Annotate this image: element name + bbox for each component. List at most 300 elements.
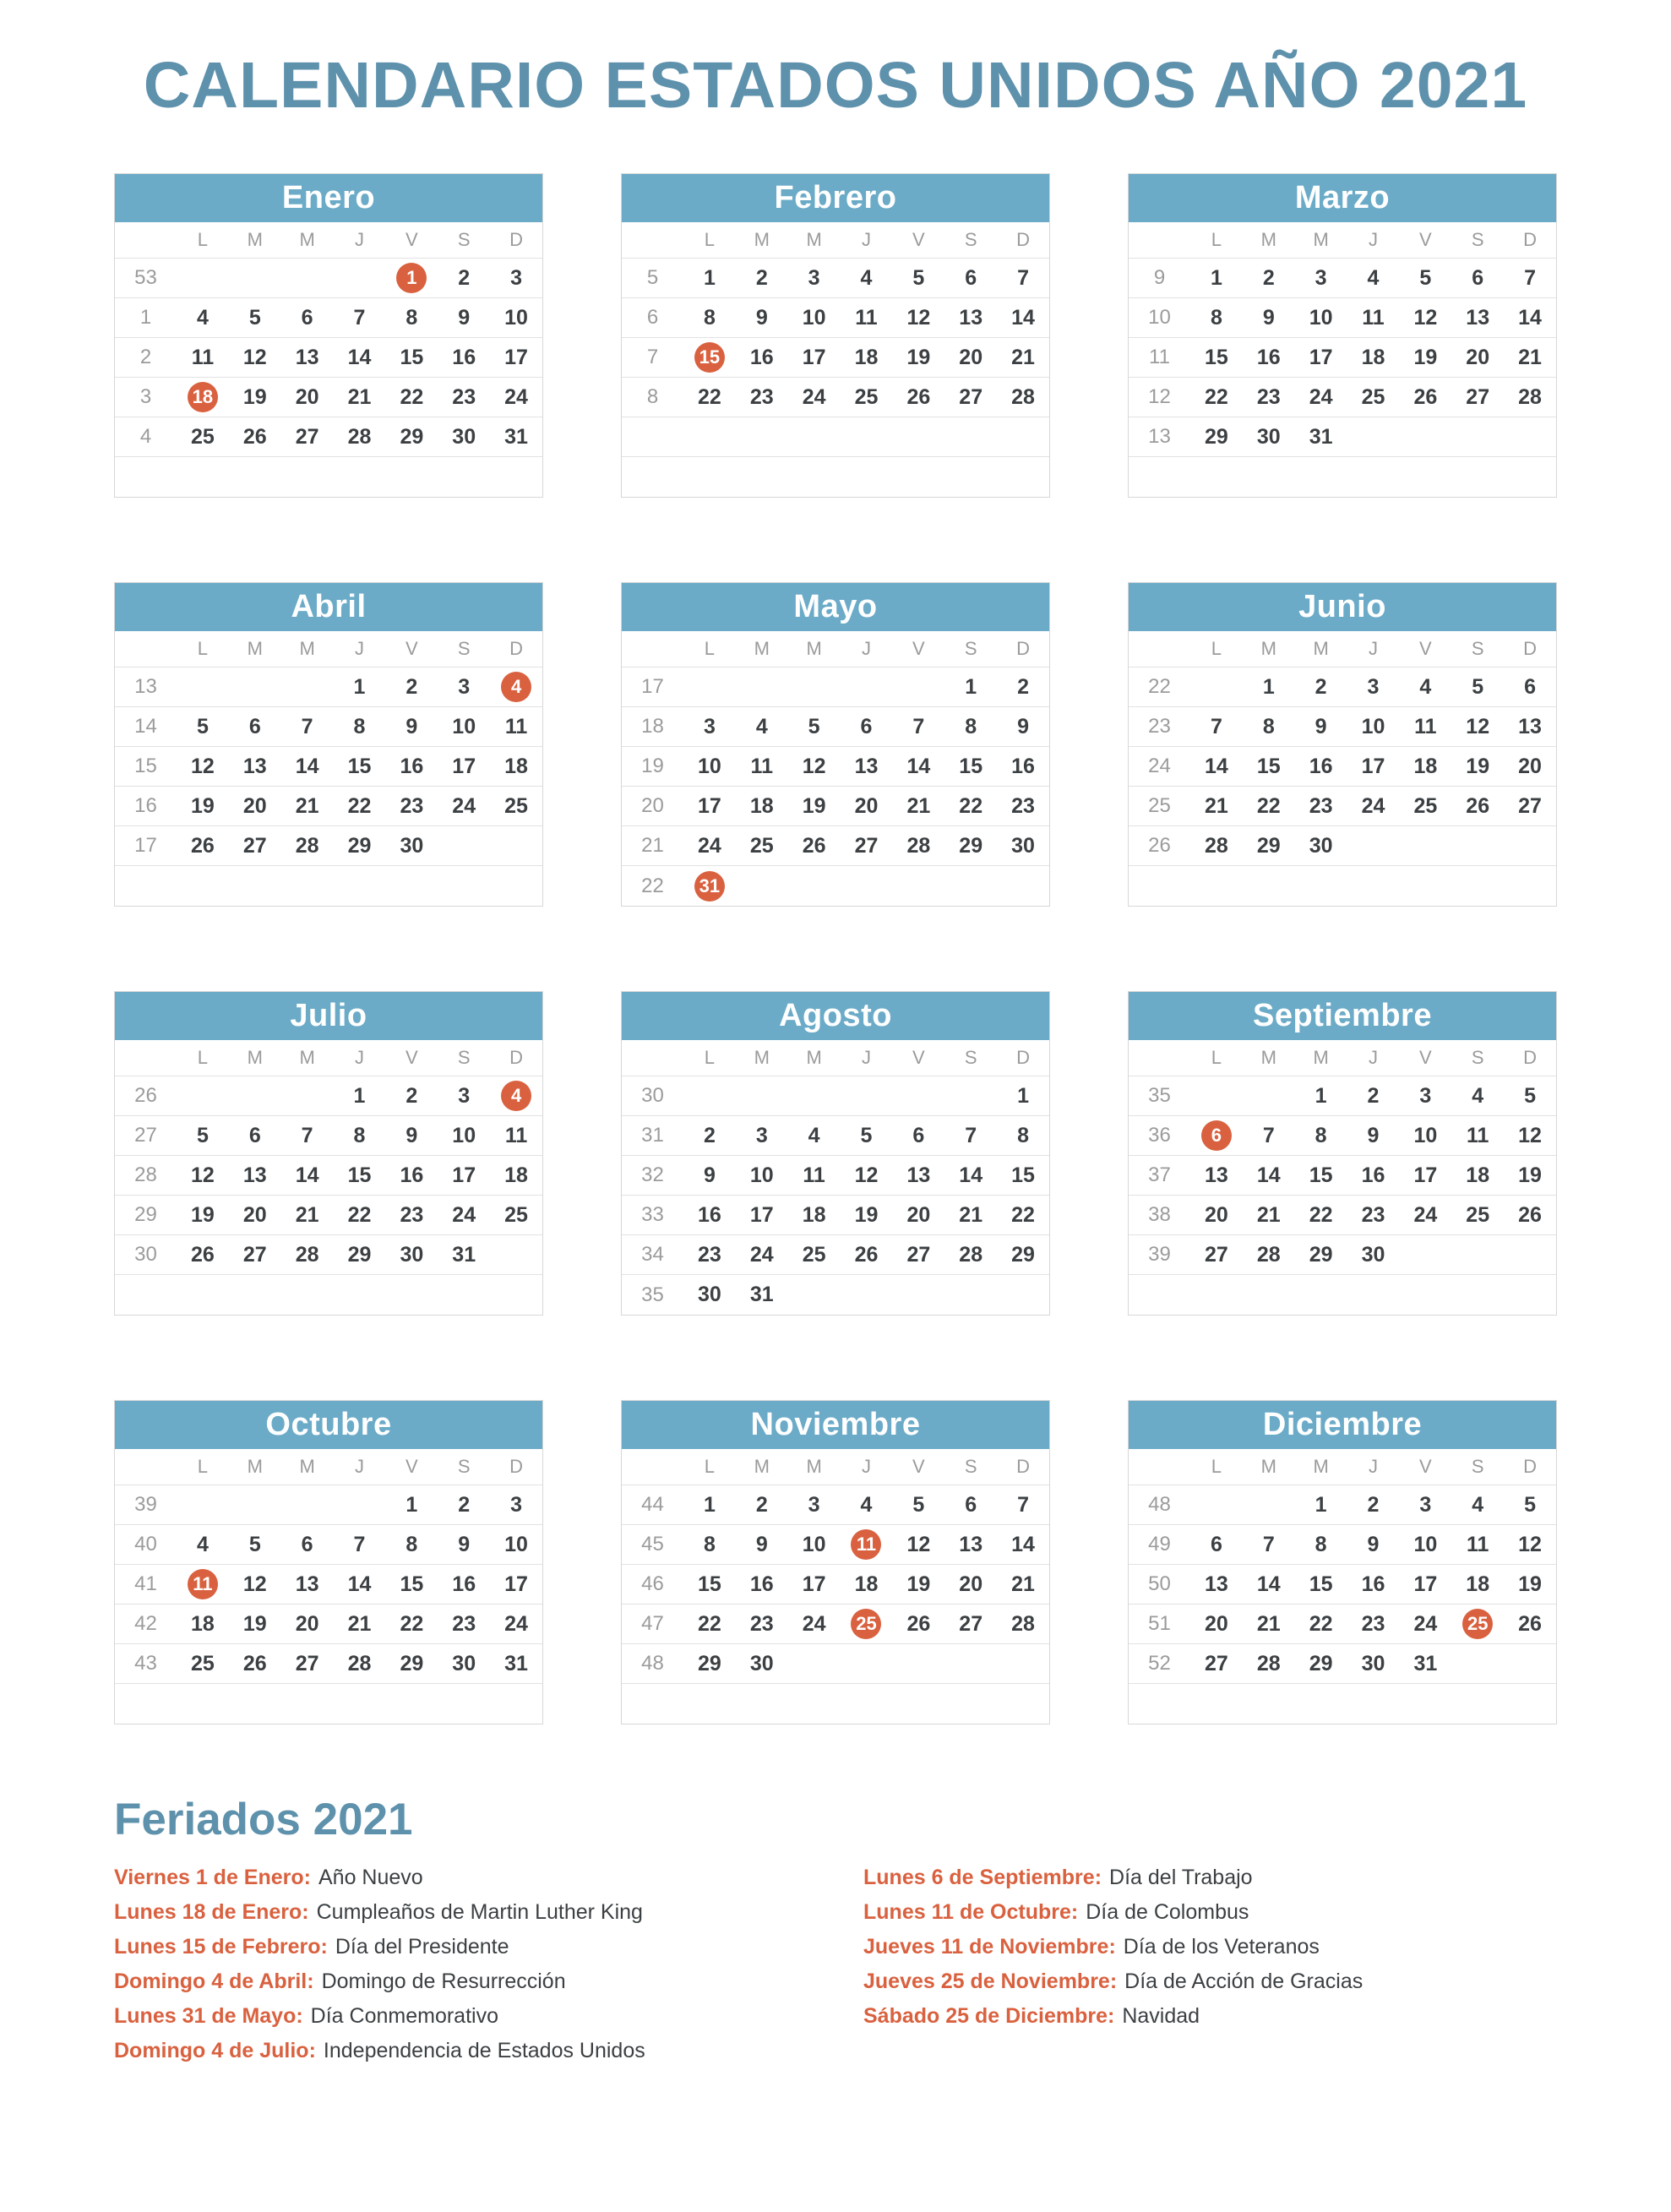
day-cell: 11: [1362, 305, 1385, 330]
holiday-date-circle: 25: [851, 1609, 881, 1639]
day-cell: 11: [750, 754, 773, 778]
week-row: [115, 457, 542, 497]
day-of-week-label: L: [197, 1047, 209, 1068]
week-row: [622, 1485, 1049, 1525]
day-of-week-label: V: [1419, 1456, 1432, 1477]
day-cell: 17: [749, 1202, 774, 1227]
day-cell: 19: [802, 793, 826, 818]
day-of-week-row: [1129, 631, 1556, 667]
day-of-week-label: V: [1419, 638, 1432, 659]
day-cell: [229, 1684, 281, 1724]
day-cell: [1399, 1235, 1451, 1274]
day-cell: [1451, 1605, 1504, 1643]
day-of-week-label: V: [1419, 229, 1432, 250]
week-row: [622, 707, 1049, 747]
week-number-cell: 29: [134, 1203, 157, 1226]
day-cell: 30: [452, 424, 476, 449]
day-cell: [892, 667, 944, 706]
day-cell: 29: [1011, 1242, 1035, 1267]
holiday-text: Día de los Veteranos: [1123, 1935, 1320, 1959]
day-cell: 14: [1256, 1163, 1281, 1187]
month-title: Abril: [291, 589, 367, 624]
day-cell: 17: [1361, 754, 1385, 778]
day-of-week-label: M: [806, 1456, 822, 1477]
holiday-item: [114, 1895, 863, 1930]
week-number-cell: 1: [139, 306, 152, 329]
day-cell: 12: [242, 1572, 267, 1596]
day-cell: 29: [1309, 1651, 1333, 1675]
day-of-week-label: S: [1471, 1047, 1484, 1068]
week-row: [622, 259, 1049, 298]
day-cell: [1451, 1684, 1504, 1724]
day-cell: [490, 1684, 542, 1724]
day-cell: [334, 259, 386, 297]
month-header: [622, 583, 1049, 631]
day-cell: 29: [1205, 424, 1228, 449]
month-calendar: [621, 173, 1050, 498]
day-cell: [841, 1644, 893, 1683]
day-cell: 21: [906, 793, 931, 818]
day-cell: 9: [1262, 305, 1275, 330]
day-cell: 9: [458, 305, 471, 330]
day-cell: 26: [906, 1611, 931, 1636]
day-cell: [892, 866, 944, 906]
day-cell: 2: [1314, 674, 1327, 699]
day-cell: 8: [703, 305, 716, 330]
day-cell: 22: [400, 1611, 424, 1636]
day-cell: 18: [1361, 345, 1385, 369]
day-of-week-label: D: [1016, 1456, 1031, 1477]
day-cell: 18: [1466, 1572, 1490, 1596]
month-header: [622, 1401, 1049, 1449]
week-number-cell: [115, 1275, 177, 1315]
day-cell: [1190, 457, 1243, 497]
day-cell: 14: [1256, 1572, 1281, 1596]
day-cell: 26: [1466, 793, 1490, 818]
week-number-cell: 36: [1148, 1124, 1171, 1147]
day-cell: 24: [504, 384, 528, 409]
day-of-week-label: S: [457, 1047, 471, 1068]
day-cell: [1451, 417, 1504, 456]
day-cell: 28: [347, 1651, 372, 1675]
week-number-cell: 40: [134, 1533, 157, 1555]
day-cell: 25: [1466, 1202, 1490, 1227]
day-cell: 5: [248, 1532, 261, 1556]
day-cell: [438, 866, 490, 906]
day-cell: 27: [295, 424, 319, 449]
day-cell: 17: [504, 345, 528, 369]
day-cell: 27: [1466, 384, 1490, 409]
day-cell: [1295, 1684, 1347, 1724]
day-cell: [892, 1684, 944, 1724]
day-cell: 28: [1256, 1242, 1281, 1267]
day-cell: 4: [196, 305, 209, 330]
day-cell: 28: [347, 424, 372, 449]
week-number-cell: 30: [641, 1084, 664, 1107]
day-cell: 7: [1262, 1532, 1275, 1556]
day-cell: [1504, 1644, 1556, 1683]
holiday-label: Lunes 6 de Septiembre:: [863, 1866, 1102, 1889]
day-cell: 6: [965, 265, 977, 290]
week-row: [622, 787, 1049, 826]
day-cell: 3: [1314, 265, 1327, 290]
week-row: [1129, 1684, 1556, 1724]
week-number-cell: 37: [1148, 1163, 1171, 1186]
day-cell: 31: [1413, 1651, 1438, 1675]
day-cell: [788, 667, 841, 706]
week-row: [1129, 457, 1556, 497]
week-number-cell: 7: [646, 346, 659, 368]
month-calendar: [621, 991, 1050, 1316]
day-cell: 20: [959, 1572, 983, 1596]
day-cell: [1451, 866, 1504, 906]
day-cell: [1190, 1116, 1243, 1155]
day-cell: 18: [1413, 754, 1438, 778]
day-cell: 27: [1205, 1651, 1228, 1675]
week-row: [115, 1156, 542, 1196]
week-number-header-cell: [115, 1449, 177, 1485]
day-cell: 20: [854, 793, 879, 818]
week-row: [115, 707, 542, 747]
day-cell: 17: [802, 345, 826, 369]
day-cell: 9: [406, 714, 418, 738]
week-row: [115, 1525, 542, 1565]
day-cell: 30: [1256, 424, 1281, 449]
week-number-cell: 39: [1148, 1243, 1171, 1266]
week-row: [1129, 1156, 1556, 1196]
day-cell: [892, 457, 944, 497]
week-row: [115, 1605, 542, 1644]
day-cell: 22: [959, 793, 983, 818]
day-cell: 20: [906, 1202, 931, 1227]
day-cell: [944, 1684, 997, 1724]
day-cell: 20: [242, 1202, 267, 1227]
day-of-week-label: J: [354, 638, 364, 659]
week-number-cell: 33: [641, 1203, 664, 1226]
month-title: Septiembre: [1253, 998, 1432, 1033]
day-cell: [788, 1684, 841, 1724]
holiday-label: Sábado 25 de Diciembre:: [863, 2004, 1115, 2028]
day-of-week-label: J: [861, 1456, 871, 1477]
day-cell: 11: [855, 305, 878, 330]
month-title: Noviembre: [750, 1407, 921, 1442]
day-cell: 23: [400, 793, 424, 818]
week-number-cell: 35: [641, 1283, 664, 1306]
day-cell: 8: [1017, 1123, 1030, 1147]
day-cell: 22: [698, 1611, 721, 1636]
week-number-cell: [622, 457, 683, 497]
day-of-week-row: [1129, 1040, 1556, 1076]
day-cell: [385, 1684, 438, 1724]
day-of-week-label: L: [197, 1456, 209, 1477]
week-row: [1129, 826, 1556, 866]
day-cell: [997, 1644, 1049, 1683]
week-row: [622, 1565, 1049, 1605]
day-cell: 23: [1361, 1202, 1385, 1227]
day-cell: 22: [400, 384, 424, 409]
day-cell: 17: [1413, 1572, 1438, 1596]
day-of-week-label: M: [806, 1047, 822, 1068]
day-cell: 9: [755, 305, 768, 330]
day-cell: [1504, 826, 1556, 865]
day-of-week-label: M: [299, 1456, 315, 1477]
day-cell: [736, 866, 788, 906]
day-cell: [385, 457, 438, 497]
day-of-week-label: V: [912, 1047, 925, 1068]
day-cell: 24: [802, 384, 826, 409]
week-row: [115, 866, 542, 906]
holiday-item: [863, 1999, 1557, 2034]
holiday-item: [863, 1930, 1557, 1964]
day-of-week-label: S: [1471, 638, 1484, 659]
week-number-cell: [1129, 457, 1190, 497]
day-cell: [177, 457, 229, 497]
day-cell: 21: [959, 1202, 983, 1227]
day-cell: 2: [1367, 1492, 1380, 1517]
week-number-cell: 49: [1148, 1533, 1171, 1555]
day-cell: 15: [1205, 345, 1228, 369]
day-cell: 4: [755, 714, 768, 738]
day-cell: 26: [1518, 1202, 1542, 1227]
day-cell: 9: [1367, 1123, 1380, 1147]
day-cell: 19: [1518, 1163, 1542, 1187]
day-cell: 2: [703, 1123, 716, 1147]
week-number-cell: 4: [139, 425, 152, 448]
day-of-week-label: M: [1260, 1456, 1276, 1477]
day-cell: 7: [1210, 714, 1222, 738]
day-cell: 14: [295, 754, 319, 778]
week-number-header-cell: [1129, 1040, 1190, 1076]
holiday-label: Domingo 4 de Julio:: [114, 2039, 316, 2062]
day-cell: 24: [1361, 793, 1385, 818]
week-number-cell: 13: [1148, 425, 1171, 448]
day-of-week-label: M: [1313, 1456, 1329, 1477]
day-cell: 23: [1256, 384, 1281, 409]
holiday-date-circle: 25: [1462, 1609, 1493, 1639]
day-cell: 5: [1419, 265, 1432, 290]
week-number-cell: 14: [134, 715, 157, 738]
holidays-section: [114, 1861, 1557, 2068]
day-cell: 2: [406, 1083, 418, 1108]
day-cell: 13: [1466, 305, 1490, 330]
week-number-cell: 34: [641, 1243, 664, 1266]
week-row: [115, 259, 542, 298]
day-cell: 23: [698, 1242, 721, 1267]
day-cell: 1: [1017, 1083, 1030, 1108]
day-cell: [438, 826, 490, 865]
week-row: [115, 417, 542, 457]
month-calendar: [1128, 582, 1557, 907]
day-of-week-label: L: [704, 638, 716, 659]
day-cell: [229, 457, 281, 497]
day-cell: 27: [1518, 793, 1542, 818]
day-cell: 13: [1205, 1572, 1228, 1596]
week-row: [1129, 866, 1556, 906]
month-calendar: [1128, 1400, 1557, 1724]
day-cell: 31: [1309, 424, 1333, 449]
day-cell: [334, 457, 386, 497]
day-cell: 9: [703, 1163, 716, 1187]
day-of-week-label: V: [406, 638, 418, 659]
day-cell: [1190, 1275, 1243, 1315]
week-number-cell: 11: [1149, 346, 1170, 368]
week-row: [115, 1644, 542, 1684]
day-cell: [683, 417, 736, 456]
day-cell: 26: [242, 424, 267, 449]
day-cell: 24: [698, 833, 721, 858]
day-cell: 20: [1518, 754, 1542, 778]
day-of-week-row: [622, 1449, 1049, 1485]
day-cell: 21: [1256, 1202, 1281, 1227]
week-row: [115, 1565, 542, 1605]
day-cell: [490, 667, 542, 706]
day-cell: [229, 1275, 281, 1315]
day-cell: 7: [353, 305, 366, 330]
day-cell: 29: [1309, 1242, 1333, 1267]
day-cell: 26: [191, 833, 215, 858]
week-row: [1129, 298, 1556, 338]
week-row: [115, 1684, 542, 1724]
day-cell: 20: [295, 384, 319, 409]
holiday-date-circle: 4: [501, 1081, 531, 1111]
holiday-item: [114, 1999, 863, 2034]
day-cell: 20: [1466, 345, 1490, 369]
day-cell: [736, 667, 788, 706]
day-cell: 13: [242, 1163, 267, 1187]
day-cell: 8: [353, 714, 366, 738]
day-cell: 14: [295, 1163, 319, 1187]
day-cell: 11: [1466, 1123, 1489, 1147]
day-cell: 14: [959, 1163, 983, 1187]
day-cell: 16: [452, 1572, 476, 1596]
day-cell: 5: [808, 714, 820, 738]
day-cell: [683, 1076, 736, 1115]
day-cell: 25: [504, 1202, 528, 1227]
week-number-cell: 23: [1148, 715, 1171, 738]
day-cell: [997, 866, 1049, 906]
day-cell: 16: [698, 1202, 721, 1227]
day-cell: [177, 1485, 229, 1524]
day-cell: 12: [191, 1163, 215, 1187]
week-row: [115, 747, 542, 787]
day-cell: 4: [860, 1492, 873, 1517]
day-cell: [944, 417, 997, 456]
week-number-cell: 46: [641, 1572, 664, 1595]
day-cell: 19: [191, 1202, 215, 1227]
day-cell: [1399, 417, 1451, 456]
week-row: [622, 378, 1049, 417]
day-cell: [334, 1485, 386, 1524]
day-cell: 26: [242, 1651, 267, 1675]
day-cell: 21: [347, 1611, 372, 1636]
day-cell: 21: [1518, 345, 1542, 369]
day-cell: 1: [1262, 674, 1275, 699]
day-cell: [177, 378, 229, 417]
day-cell: 9: [1017, 714, 1030, 738]
week-number-cell: [1129, 1275, 1190, 1315]
day-of-week-label: S: [457, 229, 471, 250]
day-of-week-label: J: [354, 229, 364, 250]
holiday-text: Año Nuevo: [318, 1866, 423, 1889]
week-row: [622, 1196, 1049, 1235]
day-cell: [177, 1076, 229, 1115]
week-row: [115, 338, 542, 378]
day-cell: [1504, 1235, 1556, 1274]
day-of-week-label: D: [1523, 638, 1538, 659]
day-cell: 28: [1205, 833, 1228, 858]
day-cell: 18: [191, 1611, 215, 1636]
day-cell: 5: [248, 305, 261, 330]
day-cell: 24: [504, 1611, 528, 1636]
day-cell: 22: [1309, 1202, 1333, 1227]
day-cell: [334, 866, 386, 906]
day-cell: 14: [1205, 754, 1228, 778]
day-of-week-label: J: [1368, 1456, 1378, 1477]
day-cell: 11: [1414, 714, 1437, 738]
day-cell: 29: [698, 1651, 721, 1675]
day-cell: 21: [1205, 793, 1228, 818]
week-number-cell: 48: [641, 1652, 664, 1675]
holiday-column-right: [863, 1861, 1557, 2034]
week-row: [115, 1275, 542, 1315]
day-cell: 19: [1466, 754, 1490, 778]
day-cell: [1347, 826, 1400, 865]
day-cell: 21: [1011, 1572, 1035, 1596]
day-cell: 21: [347, 384, 372, 409]
day-cell: 23: [749, 384, 774, 409]
day-cell: 5: [912, 1492, 925, 1517]
day-of-week-row: [1129, 222, 1556, 259]
month-header: [115, 992, 542, 1040]
day-cell: [177, 1275, 229, 1315]
day-of-week-label: M: [1260, 1047, 1276, 1068]
holiday-text: Día de Colombus: [1086, 1900, 1249, 1924]
month-calendar: [1128, 173, 1557, 498]
day-of-week-label: M: [754, 1456, 770, 1477]
month-title: Febrero: [774, 180, 897, 215]
day-cell: 10: [452, 1123, 476, 1147]
day-cell: 15: [1309, 1572, 1333, 1596]
day-cell: 18: [802, 1202, 826, 1227]
day-cell: [736, 1076, 788, 1115]
day-of-week-label: J: [354, 1047, 364, 1068]
day-cell: 3: [458, 1083, 471, 1108]
day-cell: 28: [295, 1242, 319, 1267]
week-row: [1129, 747, 1556, 787]
day-cell: 15: [400, 1572, 424, 1596]
day-cell: 22: [1011, 1202, 1035, 1227]
day-cell: [944, 1644, 997, 1683]
month-title: Enero: [281, 180, 376, 215]
week-row: [115, 378, 542, 417]
day-cell: 8: [1262, 714, 1275, 738]
month-header: [115, 583, 542, 631]
week-row: [622, 1644, 1049, 1684]
day-cell: [1190, 866, 1243, 906]
week-number-cell: 51: [1148, 1612, 1171, 1635]
day-cell: 5: [912, 265, 925, 290]
day-cell: 15: [347, 754, 372, 778]
day-cell: 21: [295, 793, 319, 818]
day-cell: [385, 866, 438, 906]
day-cell: 4: [1472, 1083, 1484, 1108]
week-row: [622, 1684, 1049, 1724]
day-cell: 6: [1524, 674, 1537, 699]
day-of-week-label: S: [1471, 1456, 1484, 1477]
holiday-label: Lunes 15 de Febrero:: [114, 1935, 328, 1959]
day-cell: 13: [242, 754, 267, 778]
day-cell: 11: [803, 1163, 825, 1187]
